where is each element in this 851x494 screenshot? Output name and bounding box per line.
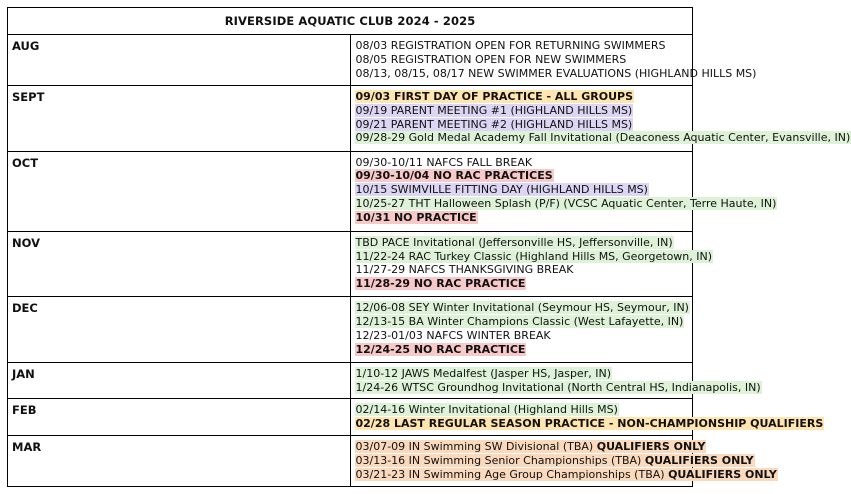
event-item — [355, 183, 689, 197]
event-text: 08/13, 08/15, 08/17 NEW SWIMMER EVALUATIONS (HIGHLAND HILLS MS) — [355, 66, 757, 80]
event-highlight — [355, 53, 628, 66]
month-label: OCT — [8, 151, 351, 231]
event-text: 10/25-27 THT Halloween Splash (P/F) (VCSC Aquatic Center, Terre Haute, IN) — [355, 197, 777, 211]
event-highlight — [355, 315, 685, 328]
event-highlight — [355, 39, 667, 52]
event-text: 03/21-23 IN Swimming Age Group Championships (TBA) — [355, 467, 665, 481]
month-row-aug — [8, 35, 693, 86]
event-highlight — [355, 367, 612, 380]
event-highlight — [355, 90, 635, 103]
month-row-nov — [8, 231, 693, 297]
event-text: 09/30-10/11 NAFCS FALL BREAK — [355, 155, 533, 169]
month-row-jan — [8, 362, 693, 398]
event-item — [355, 301, 689, 315]
month-label: NOV — [8, 231, 351, 297]
event-item — [355, 249, 713, 264]
event-item — [355, 343, 689, 357]
event-highlight — [355, 343, 527, 356]
event-highlight — [355, 454, 755, 467]
schedule-table — [7, 7, 851, 487]
month-label: FEB — [8, 399, 351, 435]
event-text: 1/24-26 WTSC Groundhog Invitational (North Central HS, Indianapolis, IN) — [355, 380, 761, 394]
event-item — [355, 380, 761, 395]
event-item — [355, 439, 706, 454]
month-row-feb — [8, 399, 693, 435]
event-highlight — [355, 197, 778, 210]
event-item — [355, 39, 689, 53]
event-text: 12/24-25 NO RAC PRACTICE — [355, 342, 526, 356]
month-row-sept — [8, 86, 693, 152]
event-item — [355, 236, 689, 250]
event-item — [355, 417, 824, 431]
month-events — [350, 362, 761, 398]
event-highlight — [355, 169, 554, 182]
event-text: 12/13-15 BA Winter Champions Classic (West Lafayette, IN) — [355, 315, 684, 329]
month-label: JAN — [8, 362, 351, 398]
event-text: 11/27-29 NAFCS THANKSGIVING BREAK — [355, 263, 574, 277]
event-item — [355, 66, 757, 81]
event-text: 08/03 REGISTRATION OPEN FOR RETURNING SWIMMERS — [355, 39, 666, 52]
event-highlight — [355, 403, 619, 416]
event-highlight — [355, 156, 534, 169]
month-row-oct — [8, 151, 693, 231]
event-highlight — [355, 329, 552, 342]
event-item — [355, 211, 689, 225]
event-text: 10/31 NO PRACTICE — [355, 210, 477, 224]
event-text: 11/28-29 NO RAC PRACTICE — [355, 277, 526, 291]
month-row-dec — [8, 297, 693, 363]
event-highlight — [355, 417, 825, 430]
event-qualifier-note: QUALIFIERS ONLY — [668, 467, 777, 481]
event-highlight — [355, 468, 778, 481]
event-item — [355, 118, 689, 132]
event-highlight — [355, 131, 851, 144]
event-highlight — [355, 67, 758, 80]
event-text: 09/21 PARENT MEETING #2 (HIGHLAND HILLS MS) — [355, 117, 633, 131]
event-text: 02/28 LAST REGULAR SEASON PRACTICE - NON-CHAMPIONSHIP QUALIFIERS — [355, 417, 824, 431]
month-label: DEC — [8, 297, 351, 363]
event-item — [355, 53, 689, 67]
event-text: 03/07-09 IN Swimming SW Divisional (TBA) — [355, 439, 594, 453]
event-item — [355, 467, 777, 482]
month-events — [350, 297, 693, 363]
month-label: AUG — [8, 35, 351, 86]
event-item — [355, 90, 689, 104]
event-text: 09/03 FIRST DAY OF PRACTICE - ALL GROUPS — [355, 90, 634, 104]
event-text: 08/05 REGISTRATION OPEN FOR NEW SWIMMERS — [355, 52, 627, 66]
month-events — [350, 435, 777, 486]
event-item — [355, 329, 689, 343]
event-item — [355, 403, 689, 417]
event-item — [355, 453, 754, 468]
event-text: 11/22-24 RAC Turkey Classic (Highland Hills MS, Georgetown, IN) — [355, 249, 713, 263]
event-highlight — [355, 118, 634, 131]
event-qualifier-note: QUALIFIERS ONLY — [596, 439, 706, 453]
event-item — [355, 315, 689, 329]
month-events — [350, 231, 713, 297]
month-events — [350, 86, 851, 152]
event-text: 09/28-29 Gold Medal Academy Fall Invitational (Deaconess Aquatic Center, Evansville, IN) — [355, 131, 851, 145]
event-item — [355, 169, 689, 183]
event-highlight — [355, 381, 762, 394]
event-highlight — [355, 440, 707, 453]
month-events — [350, 151, 777, 231]
event-highlight — [355, 236, 674, 249]
schedule-body — [8, 35, 851, 487]
event-text: 1/10-12 JAWS Medalfest (Jasper HS, Jasper, IN) — [355, 366, 611, 380]
event-text: 09/19 PARENT MEETING #1 (HIGHLAND HILLS MS) — [355, 103, 633, 117]
event-text: 12/06-08 SEY Winter Invitational (Seymour HS, Seymour, IN) — [355, 301, 689, 315]
event-highlight — [355, 183, 649, 196]
month-row-mar — [8, 435, 693, 486]
event-highlight — [355, 301, 690, 314]
event-item — [355, 263, 689, 277]
month-events — [350, 399, 824, 435]
event-highlight — [355, 250, 714, 263]
schedule-title: RIVERSIDE AQUATIC CLUB 2024 - 2025 — [8, 8, 693, 35]
event-text: 10/15 SWIMVILLE FITTING DAY (HIGHLAND HILLS MS) — [355, 183, 648, 197]
month-label: SEPT — [8, 86, 351, 152]
event-item — [355, 131, 851, 145]
event-text: 12/23-01/03 NAFCS WINTER BREAK — [355, 328, 551, 342]
event-highlight — [355, 263, 575, 276]
event-text: TBD PACE Invitational (Jeffersonville HS, Jeffersonville, IN) — [355, 235, 673, 249]
event-item — [355, 156, 689, 170]
event-highlight — [355, 104, 634, 117]
month-label: MAR — [8, 435, 351, 486]
event-text: 03/13-16 IN Swimming Senior Championships (TBA) — [355, 453, 642, 467]
event-text: 02/14-16 Winter Invitational (Highland Hills MS) — [355, 403, 618, 417]
month-events — [350, 35, 757, 86]
event-item — [355, 277, 689, 291]
event-item — [355, 367, 689, 381]
event-text: 09/30-10/04 NO RAC PRACTICES — [355, 169, 553, 183]
event-item — [355, 104, 689, 118]
event-highlight — [355, 211, 478, 224]
event-highlight — [355, 277, 527, 290]
event-item — [355, 197, 777, 211]
event-qualifier-note: QUALIFIERS ONLY — [644, 453, 754, 467]
